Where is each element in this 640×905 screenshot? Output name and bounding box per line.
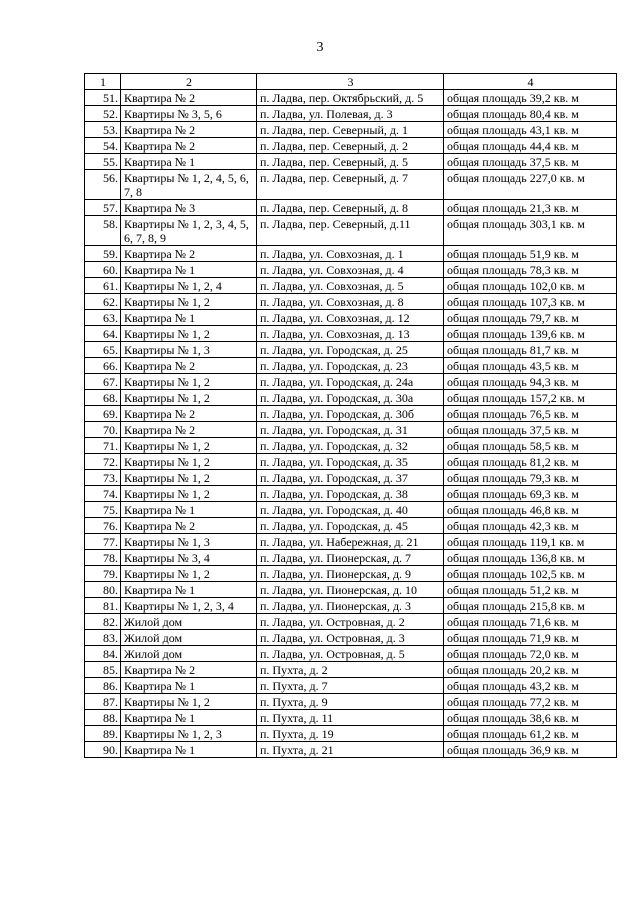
row-area-cell: общая площадь 36,9 кв. м — [444, 742, 617, 758]
table-row — [85, 710, 617, 726]
row-address-cell: п. Ладва, пер. Северный, д. 2 — [257, 138, 444, 154]
table-row — [85, 502, 617, 518]
row-number-cell: 74. — [85, 486, 121, 502]
row-number-cell: 83. — [85, 630, 121, 646]
table-row — [85, 630, 617, 646]
row-address-cell: п. Ладва, ул. Совхозная, д. 4 — [257, 262, 444, 278]
row-area-cell: общая площадь 102,5 кв. м — [444, 566, 617, 582]
row-area-cell: общая площадь 43,1 кв. м — [444, 122, 617, 138]
table-row — [85, 598, 617, 614]
row-area-cell: общая площадь 119,1 кв. м — [444, 534, 617, 550]
row-item-cell: Квартиры № 1, 2, 4 — [121, 278, 257, 294]
row-number-cell: 54. — [85, 138, 121, 154]
row-address-cell: п. Ладва, пер. Октябрьский, д. 5 — [257, 90, 444, 106]
row-address-cell: п. Ладва, пер. Северный, д. 1 — [257, 122, 444, 138]
row-address-cell: п. Ладва, ул. Городская, д. 38 — [257, 486, 444, 502]
row-number-cell: 72. — [85, 454, 121, 470]
row-area-cell: общая площадь 80,4 кв. м — [444, 106, 617, 122]
table-row — [85, 726, 617, 742]
table-row — [85, 278, 617, 294]
table-row — [85, 422, 617, 438]
row-number-cell: 87. — [85, 694, 121, 710]
table-row — [85, 216, 617, 246]
table-row — [85, 566, 617, 582]
row-item-cell: Квартиры № 1, 2, 3, 4, 5, 6, 7, 8, 9 — [121, 216, 257, 246]
row-item-cell: Квартира № 1 — [121, 742, 257, 758]
row-number-cell: 61. — [85, 278, 121, 294]
table-row — [85, 406, 617, 422]
row-area-cell: общая площадь 37,5 кв. м — [444, 154, 617, 170]
row-address-cell: п. Ладва, ул. Совхозная, д. 5 — [257, 278, 444, 294]
row-item-cell: Квартиры № 1, 3 — [121, 342, 257, 358]
row-number-cell: 69. — [85, 406, 121, 422]
row-number-cell: 90. — [85, 742, 121, 758]
row-address-cell: п. Пухта, д. 19 — [257, 726, 444, 742]
row-number-cell: 65. — [85, 342, 121, 358]
row-address-cell: п. Ладва, ул. Набережная, д. 21 — [257, 534, 444, 550]
row-area-cell: общая площадь 303,1 кв. м — [444, 216, 617, 246]
row-area-cell: общая площадь 46,8 кв. м — [444, 502, 617, 518]
table-row — [85, 154, 617, 170]
row-address-cell: п. Ладва, ул. Городская, д. 35 — [257, 454, 444, 470]
row-address-cell: п. Пухта, д. 11 — [257, 710, 444, 726]
row-area-cell: общая площадь 227,0 кв. м — [444, 170, 617, 200]
table-row — [85, 390, 617, 406]
row-address-cell: п. Ладва, ул. Совхозная, д. 8 — [257, 294, 444, 310]
row-item-cell: Квартиры № 1, 2 — [121, 486, 257, 502]
row-address-cell: п. Ладва, ул. Островная, д. 2 — [257, 614, 444, 630]
row-address-cell: п. Ладва, ул. Совхозная, д. 12 — [257, 310, 444, 326]
row-address-cell: п. Ладва, ул. Пионерская, д. 7 — [257, 550, 444, 566]
row-area-cell: общая площадь 215,8 кв. м — [444, 598, 617, 614]
row-number-cell: 81. — [85, 598, 121, 614]
row-number-cell: 51. — [85, 90, 121, 106]
row-item-cell: Квартира № 2 — [121, 662, 257, 678]
row-item-cell: Квартира № 1 — [121, 262, 257, 278]
row-number-cell: 67. — [85, 374, 121, 390]
row-item-cell: Квартира № 1 — [121, 154, 257, 170]
table-row — [85, 518, 617, 534]
row-number-cell: 76. — [85, 518, 121, 534]
row-number-cell: 64. — [85, 326, 121, 342]
row-number-cell: 73. — [85, 470, 121, 486]
row-area-cell: общая площадь 71,6 кв. м — [444, 614, 617, 630]
row-item-cell: Квартиры № 1, 2 — [121, 470, 257, 486]
row-number-cell: 89. — [85, 726, 121, 742]
table-row — [85, 262, 617, 278]
row-item-cell: Квартиры № 1, 3 — [121, 534, 257, 550]
row-number-cell: 52. — [85, 106, 121, 122]
table-row — [85, 122, 617, 138]
row-number-cell: 75. — [85, 502, 121, 518]
column-header-3: 3 — [257, 74, 444, 90]
table-row — [85, 138, 617, 154]
table-row — [85, 106, 617, 122]
row-address-cell: п. Ладва, ул. Городская, д. 40 — [257, 502, 444, 518]
row-area-cell: общая площадь 61,2 кв. м — [444, 726, 617, 742]
row-number-cell: 84. — [85, 646, 121, 662]
row-address-cell: п. Ладва, ул. Островная, д. 5 — [257, 646, 444, 662]
table-body — [85, 74, 617, 758]
row-number-cell: 82. — [85, 614, 121, 630]
row-address-cell: п. Ладва, ул. Городская, д. 31 — [257, 422, 444, 438]
row-area-cell: общая площадь 44,4 кв. м — [444, 138, 617, 154]
row-address-cell: п. Ладва, пер. Северный, д. 5 — [257, 154, 444, 170]
row-address-cell: п. Ладва, ул. Городская, д. 37 — [257, 470, 444, 486]
row-item-cell: Жилой дом — [121, 630, 257, 646]
table-row — [85, 470, 617, 486]
row-item-cell: Квартира № 1 — [121, 502, 257, 518]
row-address-cell: п. Пухта, д. 2 — [257, 662, 444, 678]
row-address-cell: п. Ладва, ул. Городская, д. 30б — [257, 406, 444, 422]
row-address-cell: п. Ладва, ул. Совхозная, д. 13 — [257, 326, 444, 342]
row-item-cell: Квартиры № 1, 2 — [121, 694, 257, 710]
row-area-cell: общая площадь 20,2 кв. м — [444, 662, 617, 678]
row-item-cell: Квартиры № 1, 2, 4, 5, 6, 7, 8 — [121, 170, 257, 200]
row-area-cell: общая площадь 136,8 кв. м — [444, 550, 617, 566]
row-item-cell: Квартиры № 1, 2 — [121, 566, 257, 582]
table-row — [85, 486, 617, 502]
row-area-cell: общая площадь 43,5 кв. м — [444, 358, 617, 374]
row-number-cell: 66. — [85, 358, 121, 374]
table-row — [85, 550, 617, 566]
row-area-cell: общая площадь 39,2 кв. м — [444, 90, 617, 106]
row-area-cell: общая площадь 21,3 кв. м — [444, 200, 617, 216]
row-number-cell: 55. — [85, 154, 121, 170]
row-area-cell: общая площадь 107,3 кв. м — [444, 294, 617, 310]
row-address-cell: п. Ладва, пер. Северный, д. 7 — [257, 170, 444, 200]
row-area-cell: общая площадь 157,2 кв. м — [444, 390, 617, 406]
table-row — [85, 246, 617, 262]
row-area-cell: общая площадь 71,9 кв. м — [444, 630, 617, 646]
row-item-cell: Квартиры № 1, 2 — [121, 454, 257, 470]
row-item-cell: Квартиры № 3, 4 — [121, 550, 257, 566]
row-item-cell: Квартира № 2 — [121, 518, 257, 534]
table-row — [85, 646, 617, 662]
row-number-cell: 71. — [85, 438, 121, 454]
row-item-cell: Квартира № 1 — [121, 710, 257, 726]
row-area-cell: общая площадь 81,7 кв. м — [444, 342, 617, 358]
table-row — [85, 326, 617, 342]
table-row — [85, 438, 617, 454]
row-item-cell: Квартира № 2 — [121, 90, 257, 106]
row-area-cell: общая площадь 51,9 кв. м — [444, 246, 617, 262]
row-address-cell: п. Ладва, ул. Городская, д. 24а — [257, 374, 444, 390]
row-number-cell: 56. — [85, 170, 121, 200]
row-item-cell: Квартиры № 1, 2 — [121, 294, 257, 310]
row-area-cell: общая площадь 79,7 кв. м — [444, 310, 617, 326]
row-item-cell: Квартира № 1 — [121, 582, 257, 598]
column-header-4: 4 — [444, 74, 617, 90]
row-address-cell: п. Ладва, ул. Пионерская, д. 10 — [257, 582, 444, 598]
row-item-cell: Квартира № 2 — [121, 122, 257, 138]
row-address-cell: п. Ладва, ул. Пионерская, д. 3 — [257, 598, 444, 614]
row-number-cell: 85. — [85, 662, 121, 678]
row-item-cell: Квартира № 2 — [121, 422, 257, 438]
row-area-cell: общая площадь 81,2 кв. м — [444, 454, 617, 470]
row-address-cell: п. Ладва, ул. Городская, д. 45 — [257, 518, 444, 534]
table-row — [85, 694, 617, 710]
row-area-cell: общая площадь 72,0 кв. м — [444, 646, 617, 662]
row-area-cell: общая площадь 77,2 кв. м — [444, 694, 617, 710]
row-number-cell: 79. — [85, 566, 121, 582]
row-address-cell: п. Ладва, ул. Полевая, д. 3 — [257, 106, 444, 122]
row-item-cell: Квартиры № 3, 5, 6 — [121, 106, 257, 122]
row-item-cell: Квартира № 1 — [121, 678, 257, 694]
row-item-cell: Квартиры № 1, 2 — [121, 326, 257, 342]
row-item-cell: Квартира № 3 — [121, 200, 257, 216]
page-number: 3 — [316, 40, 324, 55]
row-area-cell: общая площадь 38,6 кв. м — [444, 710, 617, 726]
row-number-cell: 78. — [85, 550, 121, 566]
row-address-cell: п. Пухта, д. 9 — [257, 694, 444, 710]
row-area-cell: общая площадь 78,3 кв. м — [444, 262, 617, 278]
row-number-cell: 80. — [85, 582, 121, 598]
table-row — [85, 742, 617, 758]
property-table — [84, 73, 617, 758]
row-area-cell: общая площадь 69,3 кв. м — [444, 486, 617, 502]
row-address-cell: п. Пухта, д. 21 — [257, 742, 444, 758]
table-header-row — [85, 74, 617, 90]
table-row — [85, 534, 617, 550]
row-address-cell: п. Ладва, пер. Северный, д. 8 — [257, 200, 444, 216]
row-number-cell: 57. — [85, 200, 121, 216]
row-number-cell: 70. — [85, 422, 121, 438]
row-address-cell: п. Пухта, д. 7 — [257, 678, 444, 694]
row-item-cell: Квартира № 2 — [121, 138, 257, 154]
row-item-cell: Жилой дом — [121, 614, 257, 630]
table-row — [85, 170, 617, 200]
row-address-cell: п. Ладва, ул. Пионерская, д. 9 — [257, 566, 444, 582]
row-address-cell: п. Ладва, ул. Городская, д. 32 — [257, 438, 444, 454]
row-item-cell: Квартира № 2 — [121, 406, 257, 422]
table-row — [85, 358, 617, 374]
row-address-cell: п. Ладва, ул. Островная, д. 3 — [257, 630, 444, 646]
row-item-cell: Квартиры № 1, 2, 3 — [121, 726, 257, 742]
row-area-cell: общая площадь 37,5 кв. м — [444, 422, 617, 438]
row-area-cell: общая площадь 102,0 кв. м — [444, 278, 617, 294]
row-address-cell: п. Ладва, ул. Городская, д. 30а — [257, 390, 444, 406]
row-number-cell: 68. — [85, 390, 121, 406]
table-row — [85, 294, 617, 310]
row-item-cell: Квартиры № 1, 2, 3, 4 — [121, 598, 257, 614]
row-area-cell: общая площадь 58,5 кв. м — [444, 438, 617, 454]
row-area-cell: общая площадь 43,2 кв. м — [444, 678, 617, 694]
row-number-cell: 53. — [85, 122, 121, 138]
row-number-cell: 58. — [85, 216, 121, 246]
row-item-cell: Квартира № 1 — [121, 310, 257, 326]
row-area-cell: общая площадь 76,5 кв. м — [444, 406, 617, 422]
row-address-cell: п. Ладва, ул. Городская, д. 25 — [257, 342, 444, 358]
row-number-cell: 60. — [85, 262, 121, 278]
table-row — [85, 582, 617, 598]
table-row — [85, 200, 617, 216]
row-area-cell: общая площадь 139,6 кв. м — [444, 326, 617, 342]
row-area-cell: общая площадь 42,3 кв. м — [444, 518, 617, 534]
row-area-cell: общая площадь 79,3 кв. м — [444, 470, 617, 486]
table-row — [85, 90, 617, 106]
table-row — [85, 374, 617, 390]
row-item-cell: Квартиры № 1, 2 — [121, 374, 257, 390]
table-row — [85, 678, 617, 694]
row-item-cell: Жилой дом — [121, 646, 257, 662]
table-row — [85, 454, 617, 470]
table-row — [85, 662, 617, 678]
row-number-cell: 63. — [85, 310, 121, 326]
row-number-cell: 77. — [85, 534, 121, 550]
column-header-1: 1 — [85, 74, 121, 90]
row-area-cell: общая площадь 51,2 кв. м — [444, 582, 617, 598]
table-row — [85, 614, 617, 630]
table-row — [85, 342, 617, 358]
column-header-2: 2 — [121, 74, 257, 90]
row-number-cell: 86. — [85, 678, 121, 694]
row-item-cell: Квартиры № 1, 2 — [121, 390, 257, 406]
row-item-cell: Квартира № 2 — [121, 246, 257, 262]
table-row — [85, 310, 617, 326]
row-address-cell: п. Ладва, ул. Городская, д. 23 — [257, 358, 444, 374]
row-number-cell: 88. — [85, 710, 121, 726]
row-address-cell: п. Ладва, ул. Совхозная, д. 1 — [257, 246, 444, 262]
row-item-cell: Квартира № 2 — [121, 358, 257, 374]
row-area-cell: общая площадь 94,3 кв. м — [444, 374, 617, 390]
row-number-cell: 62. — [85, 294, 121, 310]
row-number-cell: 59. — [85, 246, 121, 262]
row-address-cell: п. Ладва, пер. Северный, д.11 — [257, 216, 444, 246]
row-item-cell: Квартиры № 1, 2 — [121, 438, 257, 454]
